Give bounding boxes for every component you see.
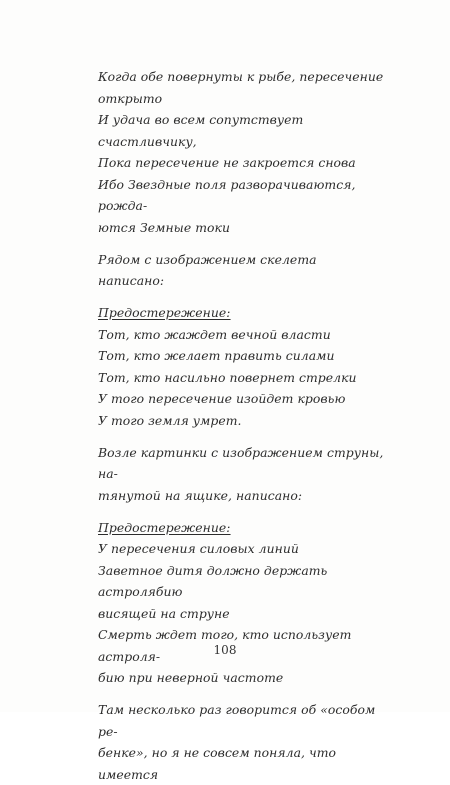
text-line: висящей на струне <box>98 605 230 621</box>
text-line: Там несколько раз говорится об «особом ре- <box>98 702 376 739</box>
page-text <box>98 66 384 785</box>
page-number: 108 <box>213 643 237 657</box>
text-line: Заветное дитя должно держать астролябию <box>98 562 328 599</box>
paragraph-skeleton-note <box>98 249 384 292</box>
warning-heading: Предостережение: <box>98 519 231 535</box>
text-line: И удача во всем сопутствует счастливчику, <box>98 112 304 149</box>
text-line: У того пересечение изойдет кровью <box>98 391 346 406</box>
paragraph-poem-intersection <box>98 66 384 238</box>
text-line: Возле картинки с изображением струны, на- <box>98 444 384 481</box>
text-line: Тот, кто жаждет вечной власти <box>98 326 331 342</box>
paragraph-gap <box>98 292 384 303</box>
paragraph-gap <box>98 689 384 700</box>
text-line: У пересечения силовых линий <box>98 541 299 556</box>
paragraph-warning-2 <box>98 517 384 689</box>
text-line: Когда обе повернуты к рыбе, пересечение <box>98 69 384 84</box>
text-line: Тот, кто насильно повернет стрелки <box>98 369 357 385</box>
text-line: открыто <box>98 90 163 106</box>
text-line: У того земля умрет. <box>98 412 242 428</box>
text-line: Ибо Звездные поля разворачиваются, рожда- <box>98 176 356 213</box>
paragraph-gap <box>98 431 384 442</box>
text-line: Пока пересечение не закроется снова <box>98 155 356 170</box>
text-line: ются Земные токи <box>98 219 230 235</box>
text-line: Рядом с изображением скелета написано: <box>98 251 317 288</box>
paragraph-gap <box>98 506 384 517</box>
text-line: бенке», но я не совсем поняла, что имеется <box>98 745 337 782</box>
paragraph-gap <box>98 238 384 249</box>
text-line: Тот, кто желает править силами <box>98 348 335 363</box>
paragraph-warning-1 <box>98 302 384 431</box>
text-line: тянутой на ящике, написано: <box>98 487 303 503</box>
warning-heading: Предостережение: <box>98 305 231 320</box>
text-line: Смерть ждет того, кто использует астроля- <box>98 627 352 664</box>
paragraph-string-note <box>98 442 384 507</box>
text-line: бию при неверной частоте <box>98 670 284 685</box>
